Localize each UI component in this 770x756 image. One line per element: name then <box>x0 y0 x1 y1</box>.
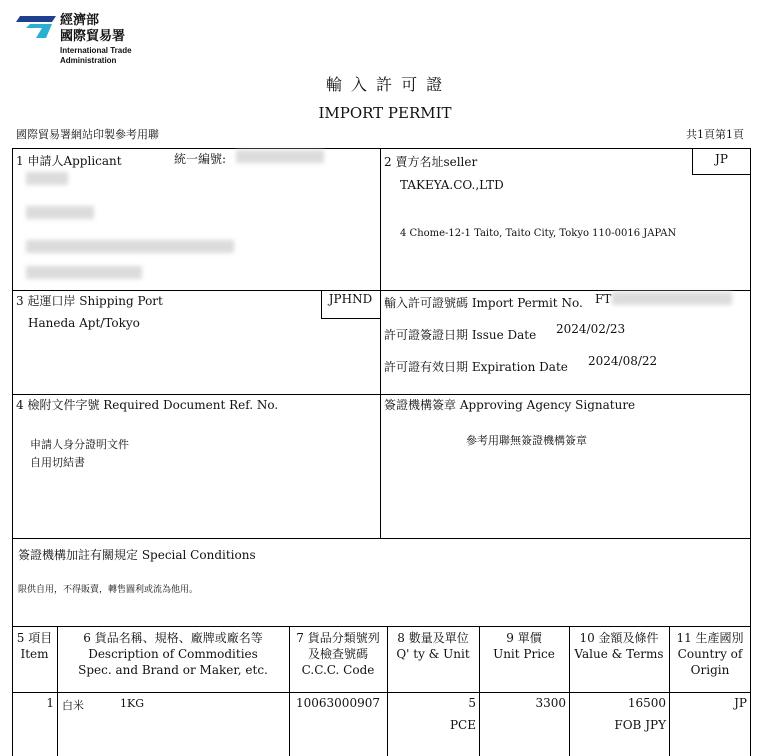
column-header-quantity: 8 數量及單位 Q' ty & Unit <box>396 631 470 661</box>
row-item-number: 1 <box>46 696 54 710</box>
agency-signature-label: 簽證機構簽章 Approving Agency Signature <box>384 398 636 412</box>
row-description: 白米 <box>62 699 84 712</box>
column-header-value: 10 金額及條件 Value & Terms <box>574 631 664 661</box>
expiration-date: 2024/08/22 <box>588 354 658 368</box>
column-header-ccc-code: 7 貨品分類號列 及檢查號碼 C.C.C. Code <box>296 631 380 677</box>
row-terms: FOB JPY <box>614 718 666 732</box>
applicant-id-redacted <box>26 206 94 219</box>
seller-address: 4 Chome-12-1 Taito, Taito City, Tokyo 110-0016 JAPAN <box>400 228 677 239</box>
title-en: IMPORT PERMIT <box>318 104 452 122</box>
seller-label: 2 賣方名址seller <box>384 155 478 169</box>
document-item: 自用切結書 <box>30 456 85 469</box>
seller-country: JP <box>692 148 751 175</box>
permit-no-label: 輸入許可證號碼 Import Permit No. <box>384 296 583 310</box>
agency-logo <box>16 12 60 42</box>
column-header-unit-price: 9 單價 Unit Price <box>493 631 555 661</box>
column-header-description: 6 貨品名稱、規格、廠牌或廠名等 Description of Commodities Spec. and Brand or Maker, etc. <box>78 631 268 677</box>
tax-id-redacted <box>236 150 324 163</box>
shipping-label: 3 起運口岸 Shipping Port <box>16 294 163 308</box>
row-quantity: 5 <box>468 696 476 710</box>
seller-name: TAKEYA.CO.,LTD <box>400 178 504 192</box>
expiration-date-label: 許可證有效日期 Expiration Date <box>384 360 568 374</box>
row-value: 16500 <box>627 696 666 710</box>
row-ccc-code: 10063000907 <box>296 696 380 710</box>
document-item: 申請人身分證明文件 <box>30 438 129 451</box>
tax-id-label: 統一編號: <box>174 152 227 166</box>
applicant-name-redacted <box>26 172 68 185</box>
org-name-en-2: Administration <box>60 56 117 65</box>
column-header-item: 5 項目 Item <box>16 631 53 661</box>
conditions-label: 簽證機構加註有關規定 Special Conditions <box>18 548 256 562</box>
permit-no-prefix: FT <box>595 292 612 306</box>
row-origin: JP <box>734 696 747 710</box>
print-note: 國際貿易署網站印製參考用聯 <box>16 128 159 141</box>
column-header-origin: 11 生產國別 Country of Origin <box>676 631 744 677</box>
shipping-port: Haneda Apt/Tokyo <box>28 316 140 330</box>
org-name-zh-1: 經濟部 <box>60 12 100 27</box>
org-name-zh-2: 國際貿易署 <box>60 28 126 43</box>
applicant-label: 1 申請人Applicant <box>16 154 122 168</box>
issue-date: 2024/02/23 <box>556 322 626 336</box>
title-zh: 輸 入 許 可 證 <box>325 75 445 94</box>
shipping-code: JPHND <box>328 292 373 306</box>
documents-label: 4 檢附文件字號 Required Document Ref. No. <box>16 398 279 412</box>
applicant-phone-redacted <box>26 266 142 279</box>
conditions-text: 限供自用，不得販賣，轉售圖利或流為他用。 <box>18 585 199 595</box>
permit-no-redacted <box>612 292 732 305</box>
row-unit-price: 3300 <box>535 696 566 710</box>
applicant-address-redacted <box>26 240 234 253</box>
row-unit: PCE <box>449 718 476 732</box>
page-info: 共1頁第1頁 <box>686 128 744 141</box>
issue-date-label: 許可證簽證日期 Issue Date <box>384 328 537 342</box>
row-spec: 1KG <box>120 697 145 710</box>
agency-signature-note: 參考用聯無簽證機構簽章 <box>466 434 587 447</box>
org-name-en-1: International Trade <box>60 46 132 55</box>
